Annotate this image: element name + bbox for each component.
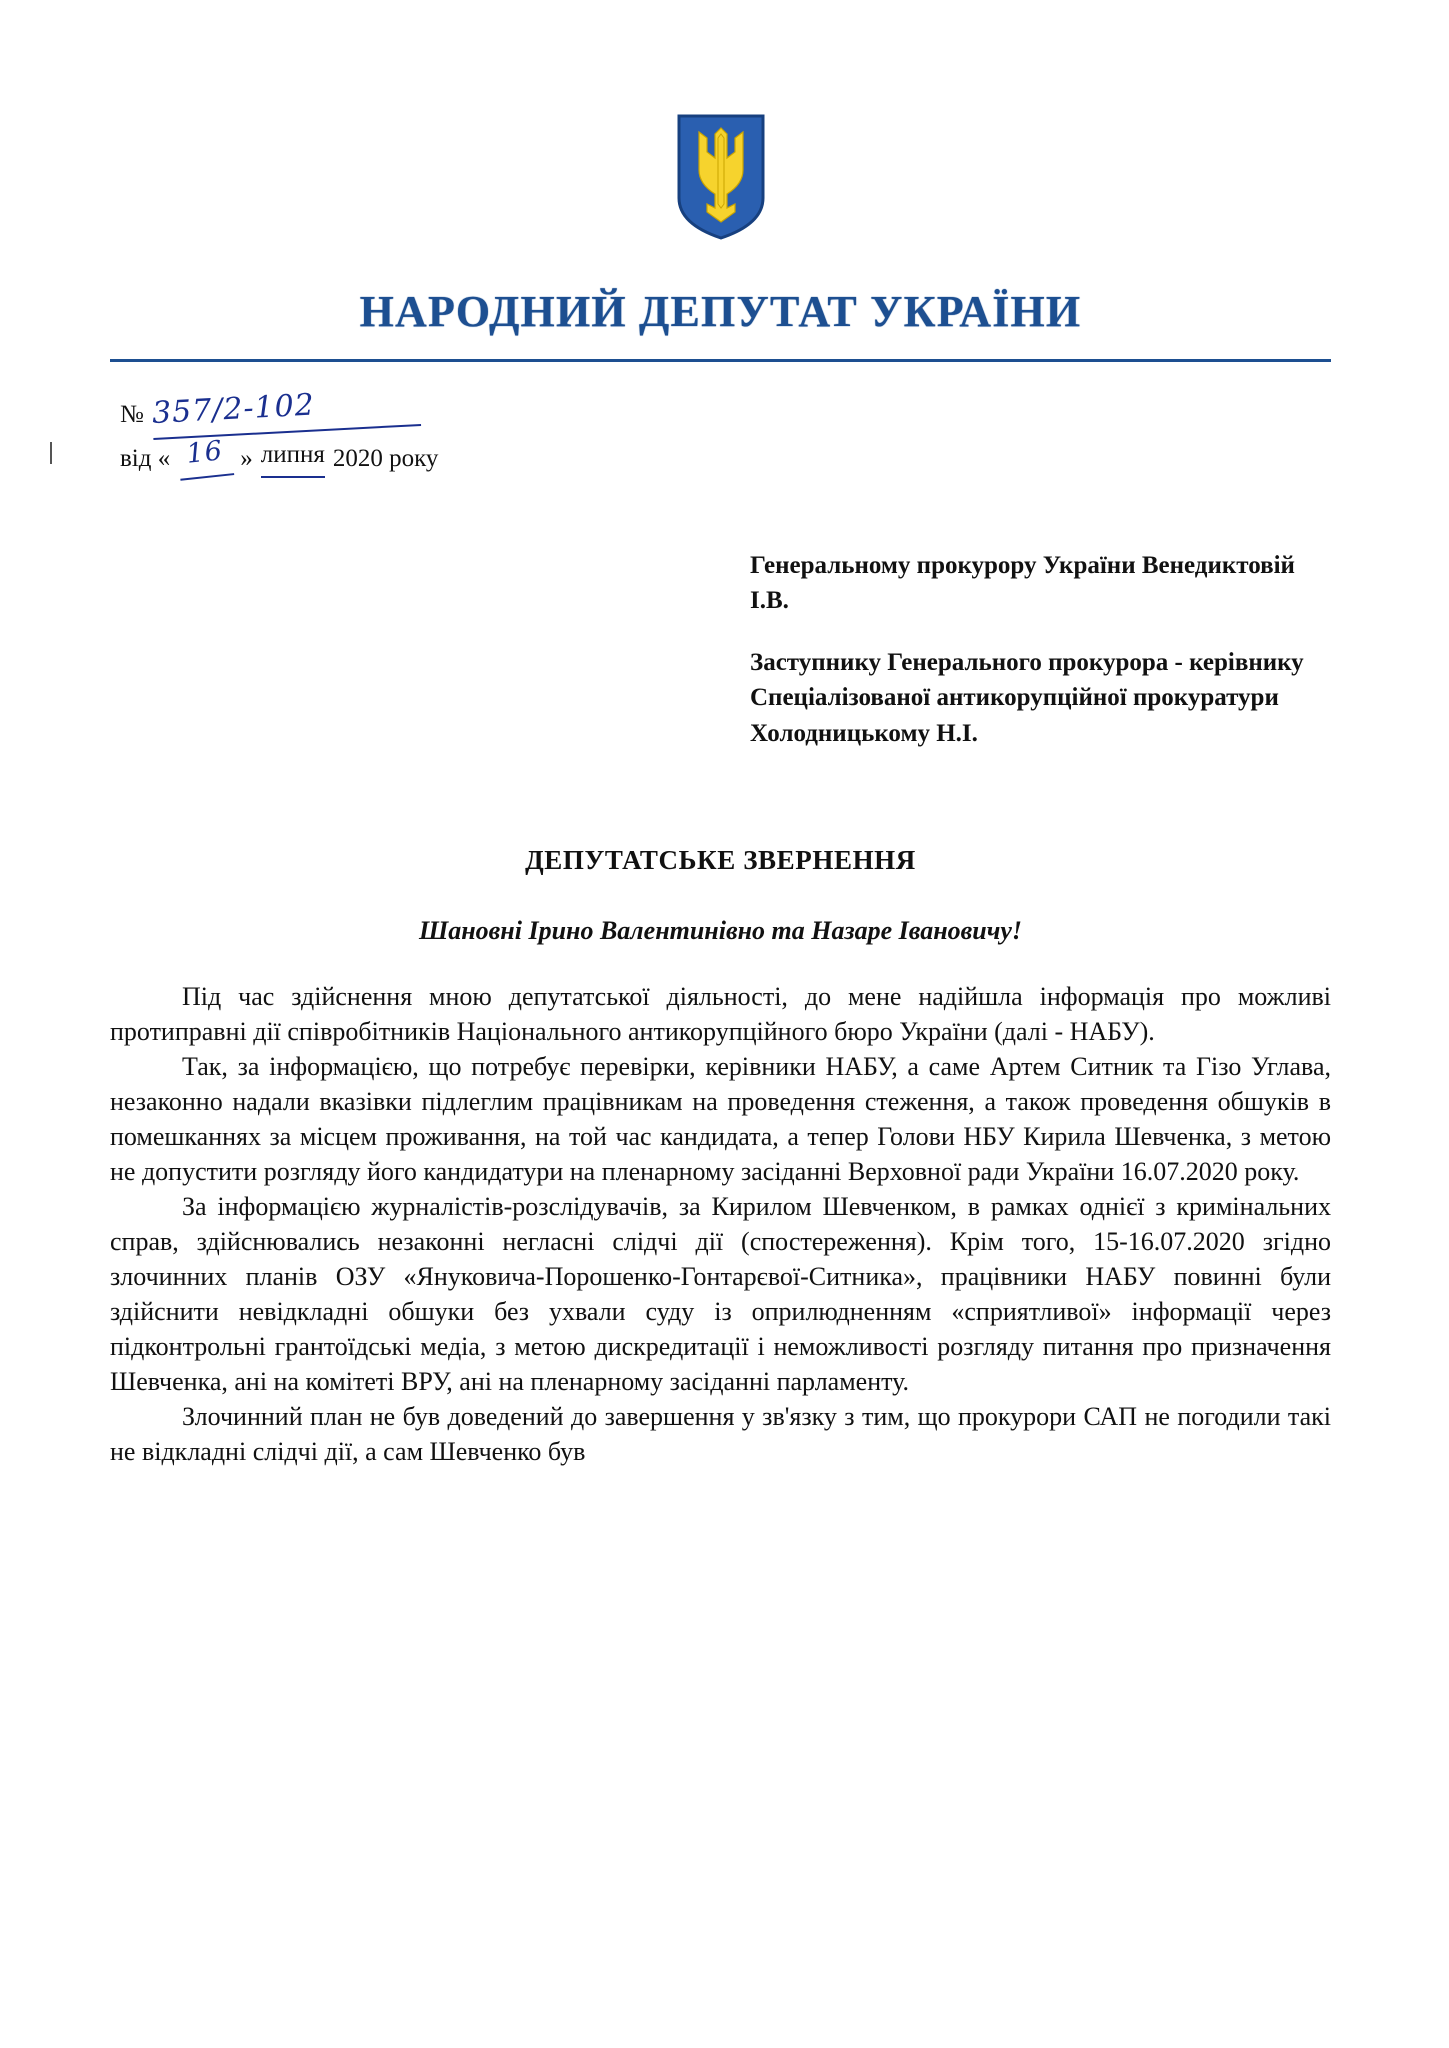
document-title: ДЕПУТАТСЬКЕ ЗВЕРНЕННЯ	[525, 845, 916, 875]
date-month: липня	[261, 436, 325, 478]
body-paragraph: Під час здійснення мною депутатської діяльності, до мене надійшла інформація про можливі протиправні дії співробітників Національного антикорупційного бюро України (далі - НАБУ).	[110, 982, 1331, 1046]
ukraine-trident-emblem	[675, 112, 767, 240]
registration-block	[120, 384, 1331, 478]
emblem-container	[110, 0, 1331, 240]
addressee-line-2: Заступнику Генерального прокурора - керівнику Спеціалізованої антикорупційної прокуратури Холодницькому Н.І.	[750, 648, 1304, 747]
date-day-value: 16	[176, 430, 234, 480]
document-body	[110, 980, 1331, 1470]
body-paragraph: Злочинний план не був доведений до завершення у зв'язку з тим, що прокурори САП не погодили такі не відкладні слідчі дії, а сам Шевченко був	[110, 1401, 1331, 1466]
salutation: Шановні Ірино Валентинівно та Назаре Івановичу!	[418, 916, 1023, 945]
addressee-block	[750, 548, 1331, 752]
date-quote-close: »	[240, 445, 253, 472]
body-paragraph: За інформацією журналістів-розслідувачів, за Кирилом Шевченком, в рамках однієї з кримінальних справ, здійснювались незаконні негласні слідчі дії (спостереження). Крім того, 15-16.07.2020 згідно злочинних планів ОЗУ «Януковича-Порошенко-Гонтарєвої-Ситника», працівники НАБУ повинні були здійснити невідкладні обшуки без ухвали суду із оприлюдненням «сприятливої» інформації через підконтрольні грантоїдські медіа, з метою дискредитації і неможливості розгляду питання про призначення Шевченка, ані на комітеті ВРУ, ані на пленарному засіданні парламенту.	[110, 1191, 1331, 1396]
addressee-line-1: Генеральному прокурору України Венедиктовій І.В.	[750, 551, 1295, 614]
body-paragraph: Так, за інформацією, що потребує перевірки, керівники НАБУ, а саме Артем Ситник та Гізо Углава, незаконно надали вказівки підлеглим працівникам на проведення стеження, а також проведення обшуків в помешканнях за місцем проживання, на той час кандидата, а тепер Голови НБУ Кирила Шевченка, з метою не допустити розгляду його кандидатури на пленарному засіданні Верховної ради України 16.07.2020 року.	[110, 1051, 1331, 1186]
date-year: 2020 року	[332, 445, 439, 472]
registration-number-line	[120, 384, 1331, 433]
registration-number-label: №	[120, 400, 144, 428]
margin-tick	[50, 442, 52, 464]
date-prefix: від «	[120, 445, 171, 472]
registration-date-line	[120, 433, 1331, 478]
header-divider	[110, 359, 1331, 362]
registration-number-value: 357/2-102	[151, 377, 421, 440]
page-title: НАРОДНИЙ ДЕПУТАТ УКРАЇНИ	[359, 287, 1082, 336]
